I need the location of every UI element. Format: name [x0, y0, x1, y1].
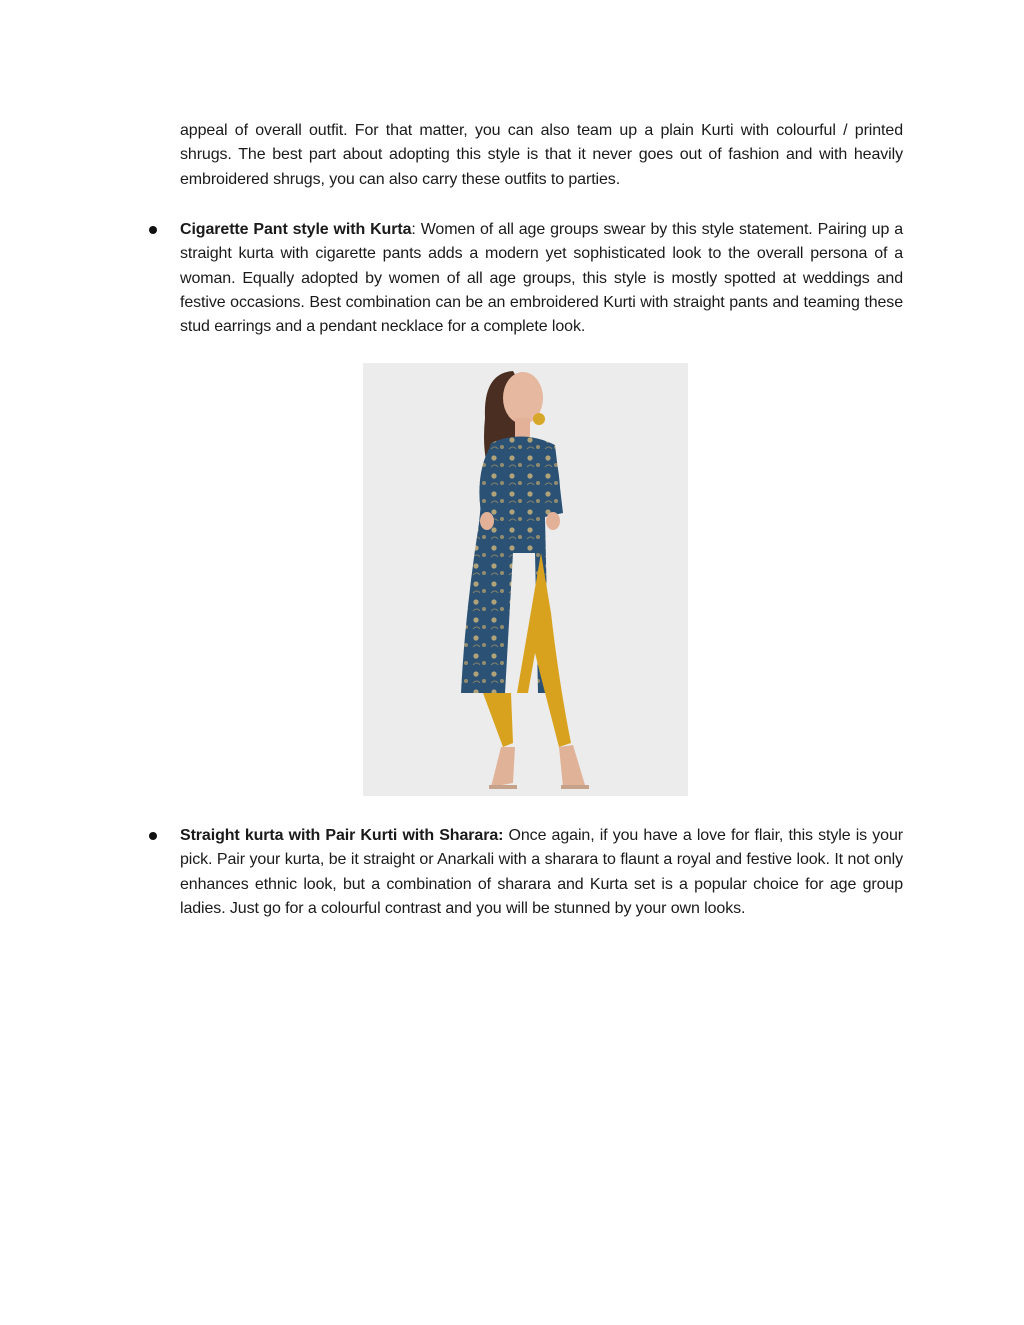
list-item-heading: Cigarette Pant style with Kurta — [180, 221, 412, 238]
list-item-body: Once again, if you have a love for flair, this style is your pick. Pair your kurta, be it straight or Anarkali with a sharara to flaunt a royal and festive look. It not only enhances ethnic look, but a combination of sharara and Kurta set is a popular choice for age group ladies. Just go for a colourful contrast and you will be stunned by your own looks. — [180, 827, 903, 917]
list-item-sharara — [180, 824, 903, 921]
list-item-body: : Women of all age groups swear by this style statement. Pairing up a straight kurta with cigarette pants adds a modern yet sophisticated look to the overall persona of a woman. Equally adopted by women of all age groups, this style is mostly spotted at weddings and festive occasions. Best combination can be an embroidered Kurti with straight pants and teaming these stud earrings and a pendant necklace for a complete look. — [180, 221, 904, 336]
kurta-photo — [363, 363, 688, 796]
list-item-heading: Straight kurta with Pair Kurti with Sharara: — [180, 827, 504, 844]
list-item-cigarette-pant — [180, 218, 903, 339]
bullet-icon — [149, 832, 157, 840]
continuation-paragraph: appeal of overall outfit. For that matter, you can also team up a plain Kurti with colourful / printed shrugs. The best part about adopting this style is that it never goes out of fashion and with heavily embroidered shrugs, you can also carry these outfits to parties. — [180, 122, 903, 188]
bullet-icon — [149, 226, 157, 234]
